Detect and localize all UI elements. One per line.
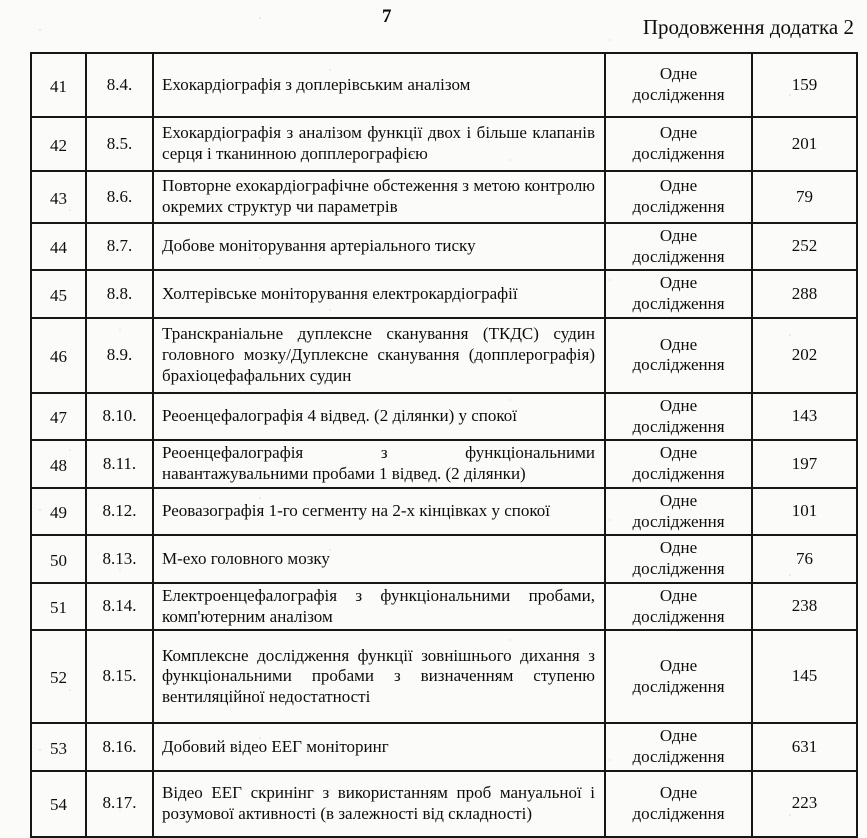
table-row (31, 723, 857, 770)
appendix-continuation-label: Продовження додатка 2 (642, 15, 854, 39)
row-number-cell: 49 (31, 488, 86, 535)
unit-cell: Одне дослідження (605, 53, 752, 117)
value-cell: 145 (752, 630, 857, 723)
row-number-cell: 50 (31, 535, 86, 582)
unit-cell: Одне дослідження (605, 488, 752, 535)
unit-cell: Одне дослідження (605, 393, 752, 440)
unit-cell: Одне дослідження (605, 223, 752, 270)
row-number-cell: 41 (31, 53, 86, 117)
value-cell: 101 (752, 488, 857, 535)
value-cell: 238 (752, 583, 857, 630)
table-row (31, 53, 857, 117)
row-number-cell: 45 (31, 270, 86, 317)
unit-cell: Одне дослідження (605, 535, 752, 582)
table-row (31, 270, 857, 317)
table-row (31, 535, 857, 582)
section-code-cell: 8.7. (86, 223, 153, 270)
section-code-cell: 8.16. (86, 723, 153, 770)
value-cell: 143 (752, 393, 857, 440)
page-number: 7 (382, 6, 392, 27)
section-code-cell: 8.6. (86, 171, 153, 223)
table-row (31, 488, 857, 535)
table-row (31, 318, 857, 393)
service-name-cell: Реоенцефалографія 4 відвед. (2 ділянки) у спокої (153, 393, 605, 440)
section-code-cell: 8.5. (86, 117, 153, 171)
row-number-cell: 44 (31, 223, 86, 270)
value-cell: 631 (752, 723, 857, 770)
section-code-cell: 8.17. (86, 771, 153, 837)
table-row (31, 171, 857, 223)
unit-cell: Одне дослідження (605, 630, 752, 723)
service-name-cell: Електроенцефалографія з функціональними пробами, комп'ютерним аналізом (153, 583, 605, 630)
row-number-cell: 54 (31, 771, 86, 837)
unit-cell: Одне дослідження (605, 583, 752, 630)
row-number-cell: 53 (31, 723, 86, 770)
service-name-cell: Реовазографія 1-го сегменту на 2-х кінцівках у спокої (153, 488, 605, 535)
section-code-cell: 8.15. (86, 630, 153, 723)
table-row (31, 223, 857, 270)
table-row (31, 771, 857, 837)
services-tariff-table (30, 52, 858, 838)
row-number-cell: 42 (31, 117, 86, 171)
value-cell: 288 (752, 270, 857, 317)
table-row (31, 440, 857, 487)
service-name-cell: Ехокардіографія з аналізом функції двох і більше клапанів серця і тканинною допплерографією (153, 117, 605, 171)
value-cell: 202 (752, 318, 857, 393)
service-name-cell: М-ехо головного мозку (153, 535, 605, 582)
value-cell: 79 (752, 171, 857, 223)
value-cell: 159 (752, 53, 857, 117)
service-name-cell: Відео ЕЕГ скринінг з використанням проб мануальної і розумової активності (в залежності від складності) (153, 771, 605, 837)
row-number-cell: 43 (31, 171, 86, 223)
section-code-cell: 8.14. (86, 583, 153, 630)
service-name-cell: Комплексне дослідження функції зовнішнього дихання з функціональними пробами з визначенням ступеню вентиляційної недостатності (153, 630, 605, 723)
section-code-cell: 8.8. (86, 270, 153, 317)
table-row (31, 393, 857, 440)
section-code-cell: 8.9. (86, 318, 153, 393)
section-code-cell: 8.12. (86, 488, 153, 535)
service-name-cell: Транскраніальне дуплексне сканування (ТКДС) судин головного мозку/Дуплексне сканування (допплерографія) брахіоцефафальних судин (153, 318, 605, 393)
unit-cell: Одне дослідження (605, 723, 752, 770)
section-code-cell: 8.13. (86, 535, 153, 582)
unit-cell: Одне дослідження (605, 318, 752, 393)
value-cell: 252 (752, 223, 857, 270)
row-number-cell: 48 (31, 440, 86, 487)
value-cell: 223 (752, 771, 857, 837)
service-name-cell: Повторне ехокардіографічне обстеження з метою контролю окремих структур чи параметрів (153, 171, 605, 223)
service-name-cell: Добове моніторування артеріального тиску (153, 223, 605, 270)
service-name-cell: Холтерівське моніторування електрокардіографії (153, 270, 605, 317)
table-body (31, 53, 857, 837)
row-number-cell: 51 (31, 583, 86, 630)
row-number-cell: 47 (31, 393, 86, 440)
service-name-cell: Реоенцефалографія з функціональними навантажувальними пробами 1 відвед. (2 ділянки) (153, 440, 605, 487)
unit-cell: Одне дослідження (605, 171, 752, 223)
table-row (31, 117, 857, 171)
unit-cell: Одне дослідження (605, 270, 752, 317)
section-code-cell: 8.10. (86, 393, 153, 440)
unit-cell: Одне дослідження (605, 117, 752, 171)
section-code-cell: 8.11. (86, 440, 153, 487)
value-cell: 201 (752, 117, 857, 171)
unit-cell: Одне дослідження (605, 440, 752, 487)
row-number-cell: 52 (31, 630, 86, 723)
table-row (31, 630, 857, 723)
value-cell: 197 (752, 440, 857, 487)
service-name-cell: Добовий відео ЕЕГ моніторинг (153, 723, 605, 770)
service-name-cell: Ехокардіографія з доплерівським аналізом (153, 53, 605, 117)
unit-cell: Одне дослідження (605, 771, 752, 837)
table-row (31, 583, 857, 630)
row-number-cell: 46 (31, 318, 86, 393)
section-code-cell: 8.4. (86, 53, 153, 117)
value-cell: 76 (752, 535, 857, 582)
